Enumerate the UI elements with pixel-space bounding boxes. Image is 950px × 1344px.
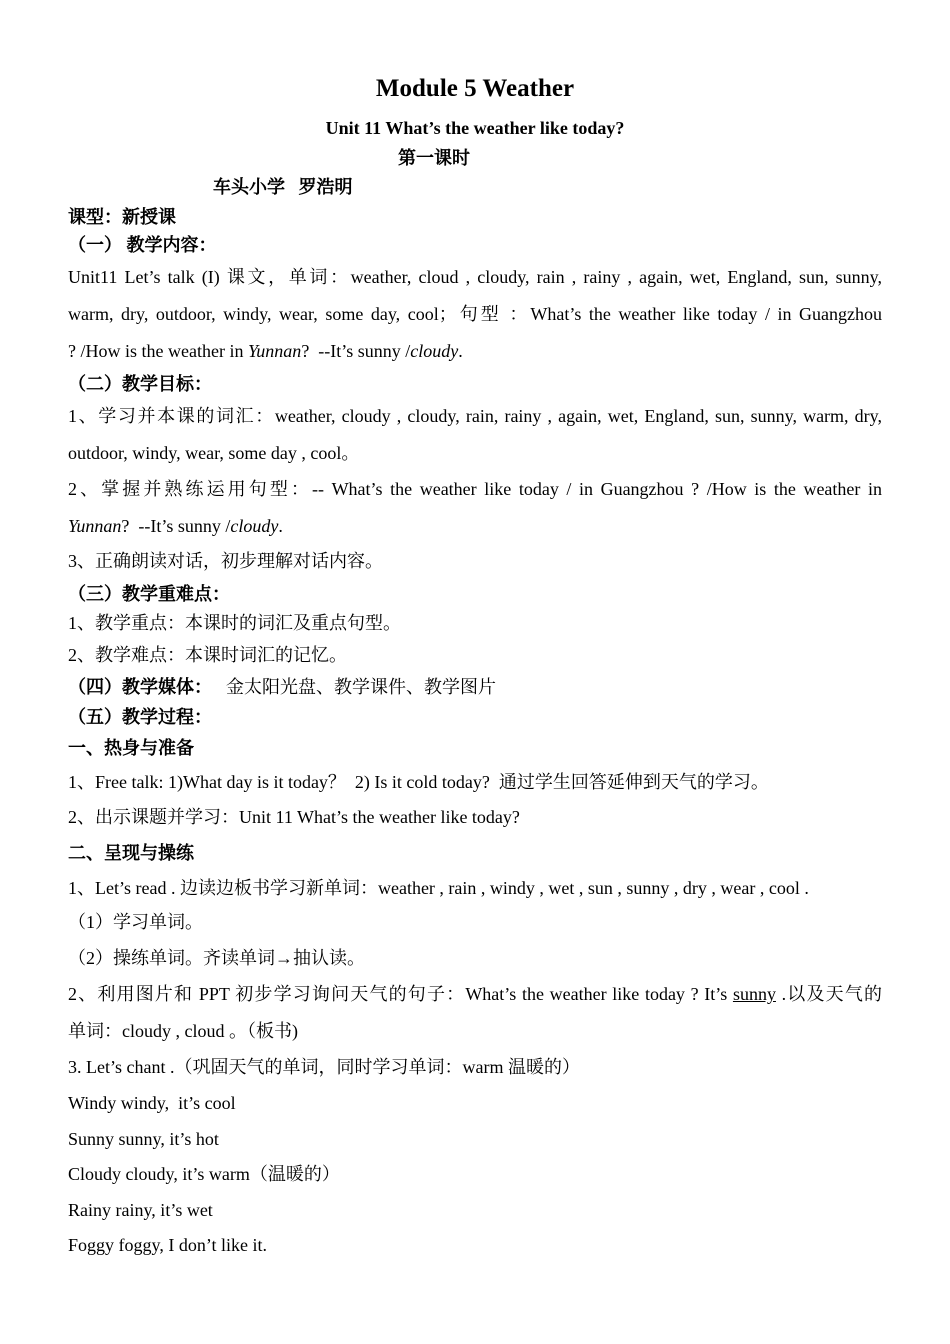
section-2-heading: 二、呈现与操练 xyxy=(68,843,194,863)
lesson-label: 第一课时 xyxy=(398,148,470,168)
content-line-3: ? /How is the weather in Yunnan? --It’s sunny /cloudy. xyxy=(68,341,463,361)
section-1-heading: 一、热身与准备 xyxy=(68,738,194,758)
goal-3: 3、正确朗读对话，初步理解对话内容。 xyxy=(68,551,383,571)
section-2-item-2-line-2: 单词：cloudy , cloud 。（板书) xyxy=(68,1021,298,1041)
process-heading: （五）教学过程： xyxy=(68,707,212,727)
keypoint-1: 1、教学重点：本课时的词汇及重点句型。 xyxy=(68,613,401,633)
section-1-item-2: 2、出示课题并学习：Unit 11 What’s the weather like today? xyxy=(68,807,520,827)
section-2-item-1a: （1）学习单词。 xyxy=(68,912,203,932)
media-text: 金太阳光盘、教学课件、教学图片 xyxy=(226,677,496,697)
chant-line: Windy windy, it’s cool xyxy=(68,1093,236,1113)
content-heading: （一） 教学内容： xyxy=(68,235,217,255)
chant-line: Foggy foggy, I don’t like it. xyxy=(68,1235,267,1255)
media-line xyxy=(68,678,496,696)
unit-title: Unit 11 What’s the weather like today? xyxy=(325,118,625,138)
goals-heading: （二）教学目标： xyxy=(68,374,212,394)
section-2-item-1b: （2）操练单词。齐读单词→抽认读。 xyxy=(68,948,365,968)
author-line: 车头小学 罗浩明 xyxy=(213,177,353,197)
chant-line: Sunny sunny, it’s hot xyxy=(68,1129,219,1149)
goal-2-line-1: 2、掌握并熟练运用句型：-- What’s the weather like today / in Guangzhou ? /How is the weather in xyxy=(68,479,882,499)
goal-1-line-2: outdoor, windy, wear, some day , cool。 xyxy=(68,443,360,463)
chant-line: Rainy rainy, it’s wet xyxy=(68,1200,213,1220)
page-title: Module 5 Weather xyxy=(375,75,575,102)
chant-line: Cloudy cloudy, it’s warm（温暖的） xyxy=(68,1164,340,1184)
lesson-type: 课型：新授课 xyxy=(68,207,176,227)
keypoint-2: 2、教学难点：本课时词汇的记忆。 xyxy=(68,645,347,665)
goal-2-line-2: Yunnan? --It’s sunny /cloudy. xyxy=(68,516,283,536)
section-1-item-1: 1、Free talk: 1)What day is it today？ 2) Is it cold today? 通过学生回答延伸到天气的学习。 xyxy=(68,772,769,792)
content-line-1: Unit11 Let’s talk (I) 课文，单词：weather, cloud , cloudy, rain , rainy , again, wet, England, sun, sunny, xyxy=(68,267,882,287)
goal-1-line-1: 1、学习并本课的词汇：weather, cloudy , cloudy, rain, rainy , again, wet, England, sun, sunny, warm, dry, xyxy=(68,406,882,426)
section-2-item-2-line-1: 2、利用图片和 PPT 初步学习询问天气的句子：What’s the weather like today ? It’s sunny .以及天气的 xyxy=(68,984,882,1004)
keypoints-heading: （三）教学重难点： xyxy=(68,584,230,604)
media-heading: （四）教学媒体： xyxy=(68,677,212,697)
section-2-item-1: 1、Let’s read . 边读边板书学习新单词：weather , rain , windy , wet , sun , sunny , dry , wear , cool . xyxy=(68,878,809,898)
section-2-item-3: 3. Let’s chant .（巩固天气的单词，同时学习单词：warm 温暖的） xyxy=(68,1057,580,1077)
content-line-2: warm, dry, outdoor, windy, wear, some day, cool；句型 ：What’s the weather like today / in Guangzhou xyxy=(68,304,882,324)
